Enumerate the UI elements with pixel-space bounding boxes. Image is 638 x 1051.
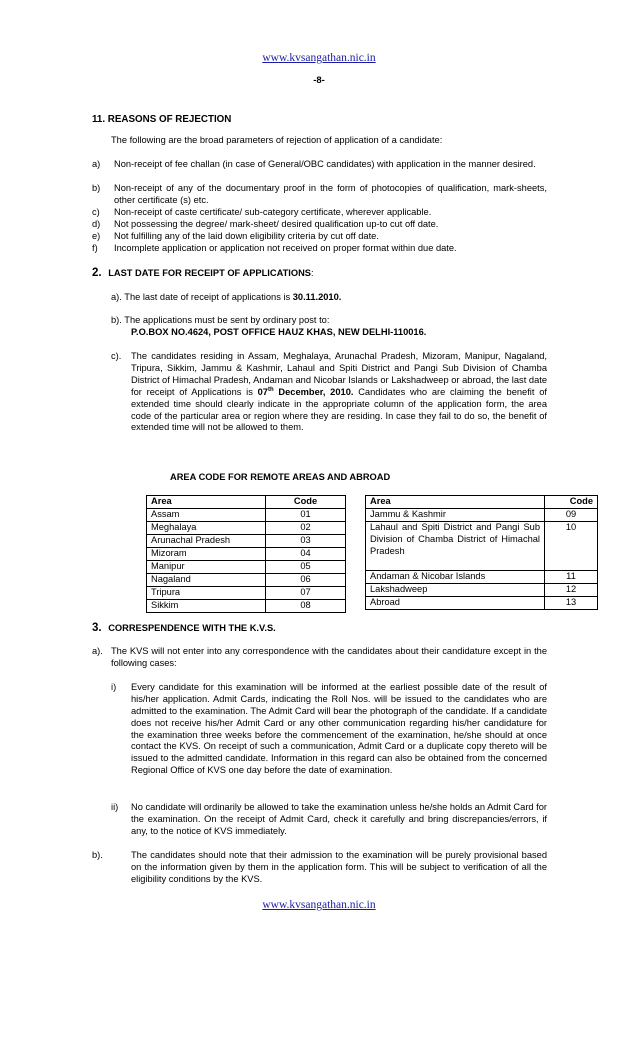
area-cell: Mizoram — [147, 548, 266, 561]
area-table-left — [146, 495, 346, 613]
area-cell: Nagaland — [147, 574, 266, 587]
rejection-item-a — [92, 159, 547, 171]
table-row — [147, 548, 346, 561]
code-cell: 05 — [266, 561, 346, 574]
rejection-item-d — [92, 219, 547, 231]
table-row — [366, 509, 598, 522]
last-date-value: 30.11.2010. — [292, 292, 342, 302]
remote-date-day: 07 — [257, 386, 268, 397]
code-cell: 07 — [266, 587, 346, 600]
item-ii-marker: ii) — [111, 802, 119, 812]
area-cell: Abroad — [366, 597, 545, 610]
rejection-item-marker: c) — [92, 207, 100, 217]
code-cell: 02 — [266, 522, 346, 535]
rejection-item-text: Incomplete application or application not received on proper format within due date. — [114, 243, 457, 253]
remote-date-suffix: th — [267, 386, 274, 393]
footer-url-link[interactable]: www.kvsangathan.nic.in — [262, 899, 376, 911]
code-cell: 08 — [266, 600, 346, 613]
item-i-text: Every candidate for this examination will be informed at the earliest possible date of the result of his/her application. Admit Cards, indicating the Roll Nos. will be issued to the candidates who are admitted to the examination. The Admit Card will bear the photograph of the candidate. If a candidate does not receive his/her Admit Card or any other communication regarding his/her candidature for the examination three weeks before the commencement of the examination, he/she should at once contact the KVS. On receipt of such a communication, Admit Card or a duplicate copy thereto will be issued to the admitted candidate. Information in this regard can also be obtained from the concerned Regional Office of KVS one day before the date of examination. — [131, 682, 547, 776]
rejection-item-marker: e) — [92, 231, 101, 241]
area-table-title: AREA CODE FOR REMOTE AREAS AND ABROAD — [170, 472, 391, 482]
table-row — [147, 535, 346, 548]
code-cell: 13 — [545, 597, 598, 610]
section-2-heading — [92, 266, 314, 281]
para-a-text: The KVS will not enter into any correspondence with the candidates about their candidature except in the following cases: — [111, 646, 547, 668]
code-cell: 10 — [545, 522, 598, 571]
correspondence-item-ii — [111, 802, 547, 838]
code-cell: 03 — [266, 535, 346, 548]
area-cell: Tripura — [147, 587, 266, 600]
rejection-item-text: Not fulfilling any of the laid down eligibility criteria by cut off date. — [114, 231, 379, 241]
section-2-number: 2. — [92, 267, 102, 279]
area-table-right — [365, 495, 598, 610]
rejection-item-marker: b) — [92, 183, 101, 193]
correspondence-para-a — [92, 646, 547, 670]
area-cell: Sikkim — [147, 600, 266, 613]
rejection-item-b — [92, 183, 547, 207]
table-row — [366, 584, 598, 597]
table-row — [147, 561, 346, 574]
table-row — [366, 522, 598, 571]
rejection-item-text: Not possessing the degree/ mark-sheet/ desired qualification up-to cut off date. — [114, 219, 439, 229]
table-row — [366, 571, 598, 584]
item-ii-text: No candidate will ordinarily be allowed to take the examination unless he/she holds an Admit Card for the examination. On the receipt of Admit Card, check it carefully and bring discrepancies/errors, if any, to the notice of KVS immediately. — [131, 802, 548, 836]
table-row — [147, 587, 346, 600]
last-date-line — [111, 292, 551, 304]
remote-area-marker: c). — [111, 351, 122, 361]
table-row — [366, 597, 598, 610]
section-11-intro: The following are the broad parameters of rejection of application of a candidate: — [111, 135, 443, 145]
page-number: -8- — [313, 75, 325, 86]
last-date-text: a). The last date of receipt of applications is — [111, 292, 293, 302]
post-address: P.O.BOX NO.4624, POST OFFICE HAUZ KHAS, NEW DELHI-110016. — [131, 327, 427, 337]
section-2-title: LAST DATE FOR RECEIPT OF APPLICATIONS — [108, 268, 311, 278]
area-cell: Andaman & Nicobar Islands — [366, 571, 545, 584]
rejection-item-e — [92, 231, 547, 243]
para-b-marker: b). — [92, 850, 103, 860]
correspondence-para-b — [92, 850, 547, 886]
area-column-header: Area — [147, 496, 266, 509]
table-row — [147, 574, 346, 587]
table-row — [147, 522, 346, 535]
area-cell: Arunachal Pradesh — [147, 535, 266, 548]
area-cell: Jammu & Kashmir — [366, 509, 545, 522]
rejection-item-f — [92, 243, 547, 255]
table-row — [147, 600, 346, 613]
code-column-header: Code — [266, 496, 346, 509]
para-a-marker: a). — [92, 646, 103, 656]
table-header-row — [366, 496, 598, 509]
code-cell: 11 — [545, 571, 598, 584]
table-row — [147, 509, 346, 522]
section-11-heading: 11. REASONS OF REJECTION — [92, 114, 232, 125]
rejection-item-c — [92, 207, 547, 219]
correspondence-item-i — [111, 682, 547, 777]
section-3-heading — [92, 621, 276, 636]
code-cell: 04 — [266, 548, 346, 561]
rejection-item-marker: f) — [92, 243, 98, 253]
remote-date-rest: December, 2010. — [273, 386, 354, 397]
area-column-header: Area — [366, 496, 545, 509]
code-cell: 01 — [266, 509, 346, 522]
remote-area-text-2: Candidates who are claiming the benefit of extended time should clearly indicate in the appropriate column of the application form, the area code of the particular area or region where they are residing. In case they fail to do so, the benefit of extended time will not be allowed to them. — [131, 386, 547, 433]
code-column-header: Code — [545, 496, 598, 509]
rejection-item-text: Non-receipt of fee challan (in case of General/OBC candidates) with application in the manner desired. — [114, 159, 536, 169]
post-address-intro: b). The applications must be sent by ordinary post to: — [111, 315, 330, 325]
area-cell: Lahaul and Spiti District and Pangi Sub Division of Chamba District of Himachal Pradesh — [366, 522, 545, 571]
header-url-link[interactable]: www.kvsangathan.nic.in — [262, 52, 376, 64]
area-cell: Assam — [147, 509, 266, 522]
table-header-row — [147, 496, 346, 509]
section-3-number: 3. — [92, 622, 102, 634]
rejection-item-marker: a) — [92, 159, 101, 169]
rejection-item-marker: d) — [92, 219, 101, 229]
rejection-item-text: Non-receipt of any of the documentary proof in the form of photocopies of qualification, mark-sheets, other certificate (s) etc. — [114, 183, 547, 205]
area-cell: Meghalaya — [147, 522, 266, 535]
section-2-colon: : — [311, 268, 314, 278]
remote-area-text: The candidates residing in Assam, Meghalaya, Arunachal Pradesh, Mizoram, Manipur, Nagaland, Tripura, Sikkim, Jammu & Kashmir, Lahaul and Spiti District and Pangi Sub Division of Chamba District of Himachal Pradesh, Andaman and Nicobar Islands or Lakshadweep or abroad, the last date for receipt of Applications is — [131, 351, 547, 397]
area-cell: Manipur — [147, 561, 266, 574]
code-cell: 09 — [545, 509, 598, 522]
remote-area-paragraph — [111, 351, 547, 434]
item-i-marker: i) — [111, 682, 117, 692]
section-3-title: CORRESPENDENCE WITH THE K.V.S. — [108, 623, 276, 633]
rejection-item-text: Non-receipt of caste certificate/ sub-category certificate, wherever applicable. — [114, 207, 432, 217]
area-cell: Lakshadweep — [366, 584, 545, 597]
para-b-text: The candidates should note that their admission to the examination will be purely provisional based on the information given by them in the application form. This will be subject to verification of all the eligibility conditions by the KVS. — [131, 850, 547, 884]
code-cell: 06 — [266, 574, 346, 587]
code-cell: 12 — [545, 584, 598, 597]
